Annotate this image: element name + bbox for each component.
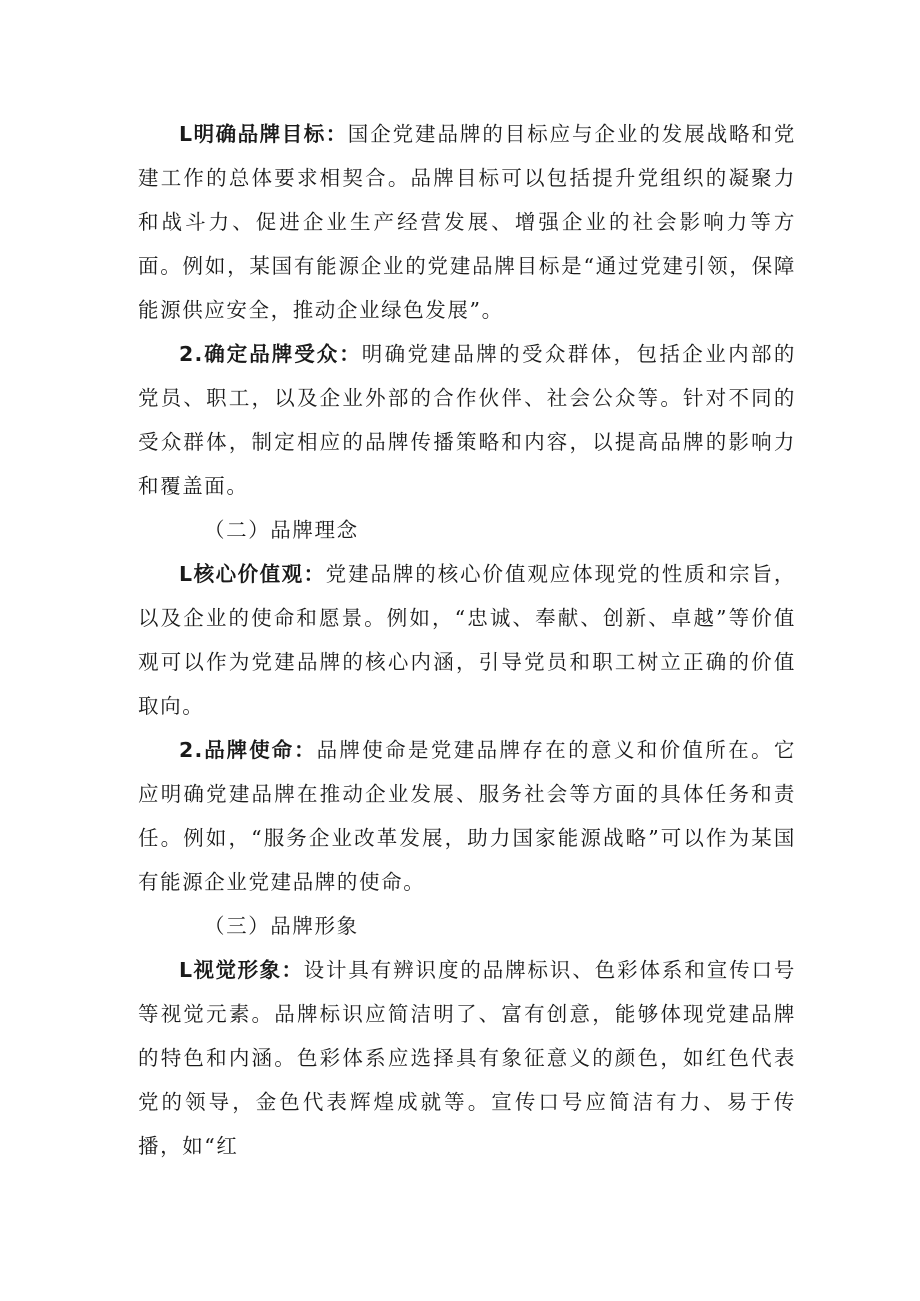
paragraph-core-values xyxy=(138,552,796,728)
paragraph-brand-goal xyxy=(138,112,796,332)
section-heading-brand-image: （三）品牌形象 xyxy=(204,914,359,938)
section-heading-brand-concept: （二）品牌理念 xyxy=(204,518,359,542)
paragraph-lead: 2.确定品牌受众： xyxy=(179,342,362,366)
paragraph-lead: L核心价值观： xyxy=(179,562,326,586)
paragraph-body: 品牌使命是党建品牌存在的意义和价值所在。它应明确党建品牌在推动企业发展、服务社会等方面的具体任务和责任。例如，“服务企业改革发展，助力国家能源战略”可以作为某国有能源企业党建品牌的使命。 xyxy=(138,738,796,894)
paragraph-body: 设计具有辨识度的品牌标识、色彩体系和宣传口号等视觉元素。品牌标识应简洁明了、富有创意，能够体现党建品牌的特色和内涵。色彩体系应选择具有象征意义的颜色，如红色代表党的领导，金色代表辉煌成就等。宣传口号应简洁有力、易于传播，如“红 xyxy=(138,958,797,1158)
paragraph-lead: L明确品牌目标： xyxy=(179,122,348,146)
paragraph-brand-audience xyxy=(138,332,796,508)
paragraph-brand-mission xyxy=(138,728,796,904)
paragraph-body: 党建品牌的核心价值观应体现党的性质和宗旨，以及企业的使命和愿景。例如，“忠诚、奉献、创新、卓越”等价值观可以作为党建品牌的核心内涵，引导党员和职工树立正确的价值取向。 xyxy=(138,562,796,718)
paragraph-lead: 2.品牌使命： xyxy=(179,738,317,762)
paragraph-lead: L视觉形象： xyxy=(179,958,304,982)
paragraph-visual-image xyxy=(138,948,796,1168)
paragraph-body: 国企党建品牌的目标应与企业的发展战略和党建工作的总体要求相契合。品牌目标可以包括提升党组织的凝聚力和战斗力、促进企业生产经营发展、增强企业的社会影响力等方面。例如，某国有能源企业的党建品牌目标是“通过党建引领，保障能源供应安全，推动企业绿色发展”。 xyxy=(138,122,796,322)
paragraph-body: 明确党建品牌的受众群体，包括企业内部的党员、职工，以及企业外部的合作伙伴、社会公众等。针对不同的受众群体，制定相应的品牌传播策略和内容，以提高品牌的影响力和覆盖面。 xyxy=(138,342,796,498)
